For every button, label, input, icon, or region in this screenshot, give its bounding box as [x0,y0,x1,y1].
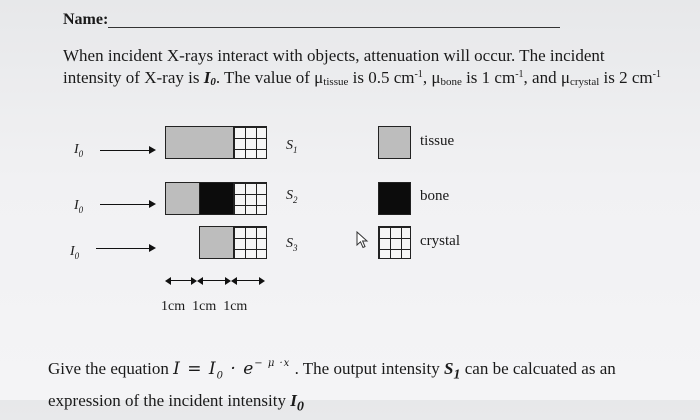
problem-intro: When incident X-rays interact with objects, attenuation will occur. The incident intensity of X-ray is $I_0$. The value of $\mu_{tissue}$ is 0.5 $cm^{-1}$, $\mu_{bone}$ is 1 $cm^{-1}$, and $\mu_{crystal}$ is 2 $cm^{-1}$ [63,46,661,88]
mu-bone-sub: bone [440,76,462,88]
intro-text: When incident X-rays interact with objects, attenuation will occur. The incident intensity of X-ray is [63,46,605,87]
dimension-labels: 1cm 1cm 1cm [161,299,248,314]
question-text: Give the equation $I = I_0 \cdot e^{- \mu \cdot x}$ . The output intensity $S_1$ can be calcuated as an expression of the incident intensity $I_0$ [48,358,616,415]
row1-arrow [100,150,154,151]
name-blank-line [108,27,560,28]
row1-input-label: $I_0$ [74,142,84,159]
row1-output-label: $S_1$ [286,138,298,155]
row2-output-label: $S_2$ [286,188,298,205]
row3-input-label: $I_0$ [70,244,80,261]
row3-tissue-block [199,226,235,259]
mu-crystal-sub: crystal [569,76,600,88]
row1-tissue-block [165,126,235,159]
row2-crystal-block [233,182,267,215]
attenuation-equation: $I = I_0 \cdot e^{- \mu \cdot x}$ [173,358,291,382]
row2-tissue-block [165,182,200,215]
legend-bone-swatch [378,182,411,215]
row3-arrow [96,248,154,249]
legend-tissue-label: tissue [420,133,455,149]
dimension-arrows [165,277,265,285]
mu-tissue-sub: tissue [323,76,349,88]
legend-crystal-swatch [378,226,411,259]
s1-symbol: $S_1$ [443,359,461,383]
row2-arrow [100,204,154,205]
legend-tissue-swatch [378,126,411,159]
row3-output-label: $S_3$ [286,236,298,253]
name-label: Name: [63,11,109,28]
row2-bone-block [199,182,235,215]
row3-crystal-block [233,226,267,259]
mouse-pointer-icon [356,231,370,249]
i0-symbol-question: $I_0$ [290,391,304,415]
legend-crystal-label: crystal [420,233,460,249]
row2-input-label: $I_0$ [74,198,84,215]
row1-crystal-block [233,126,267,159]
legend-bone-label: bone [420,188,450,204]
i0-symbol: $I_0$ [203,68,216,88]
